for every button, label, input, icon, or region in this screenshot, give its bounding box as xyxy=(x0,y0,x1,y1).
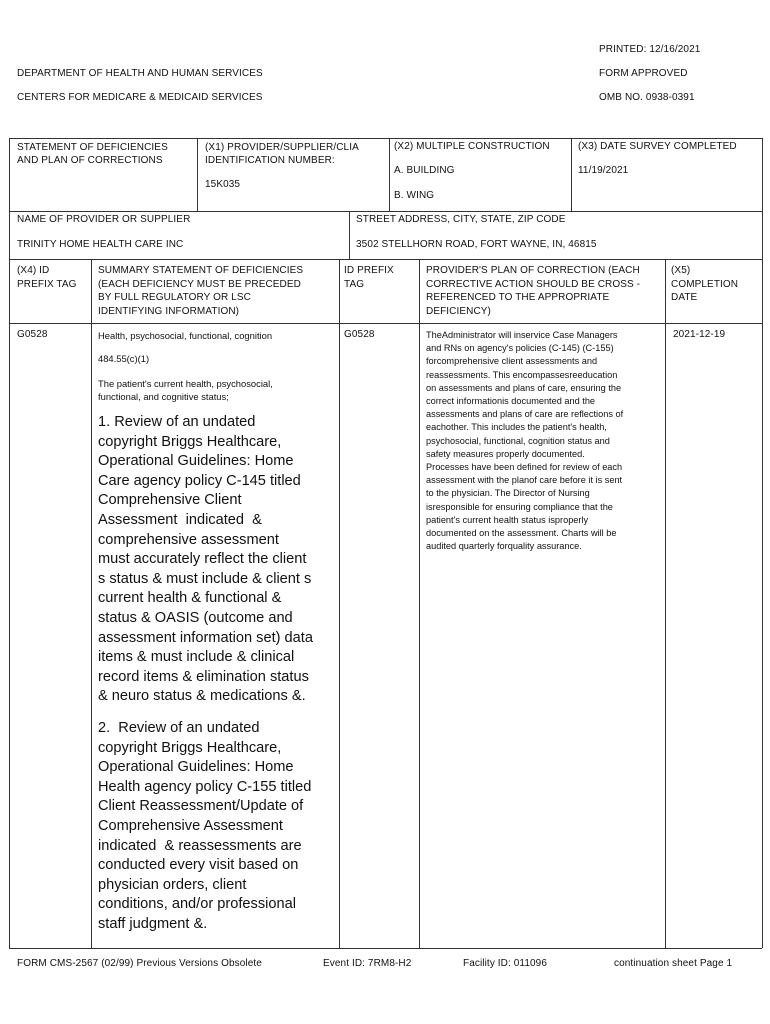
row2-divider xyxy=(349,211,350,259)
finding-1: 1. Review of an undated copyright Briggs Healthcare, Operational Guidelines: Home Care agency policy C-145 titled Comprehensive Client Assessment indicated & comprehensive assessment must accurately reflect the client s status & must include & client s current health & functional & status & OASIS (outcome and assessment information set) data items & must include & clinical record items & elimination status & neuro status & medications &. xyxy=(98,414,313,705)
header-row-bottom-border xyxy=(9,323,762,324)
col-divider-summary xyxy=(339,259,340,948)
x3-value: 11/19/2021 xyxy=(578,165,629,176)
address-value: 3502 STELLHORN ROAD, FORT WAYNE, IN, 46815 xyxy=(356,239,597,250)
printed-date: PRINTED: 12/16/2021 xyxy=(599,44,701,55)
entry-tag: G0528 xyxy=(17,329,48,340)
col-divider-plan xyxy=(665,259,666,948)
col-header-id-prefix: ID PREFIX TAG xyxy=(344,265,394,290)
x2-label: (X2) MULTIPLE CONSTRUCTION xyxy=(394,141,550,152)
footer-form: FORM CMS-2567 (02/99) Previous Versions Obsolete xyxy=(17,958,262,969)
department-name: DEPARTMENT OF HEALTH AND HUMAN SERVICES xyxy=(17,68,263,79)
table-right-border xyxy=(762,138,763,948)
col-divider-x4 xyxy=(91,259,92,948)
table-left-border xyxy=(9,138,10,948)
provider-label: NAME OF PROVIDER OR SUPPLIER xyxy=(17,214,191,225)
row2-bottom-border xyxy=(9,259,762,260)
omb-number: OMB NO. 0938-0391 xyxy=(599,92,695,103)
col-header-summary: SUMMARY STATEMENT OF DEFICIENCIES (EACH DEFICIENCY MUST BE PRECEDED BY FULL REGULATORY OR LSC IDENTIFYING INFORMATION) xyxy=(98,265,304,317)
centers-name: CENTERS FOR MEDICARE & MEDICAID SERVICES xyxy=(17,92,263,103)
summary-line-2: 484.55(c)(1) xyxy=(98,353,150,364)
footer-facility-id: Facility ID: 011096 xyxy=(463,958,547,969)
col-header-x4: (X4) ID PREFIX TAG xyxy=(17,265,77,290)
row1-divider-1 xyxy=(197,138,198,211)
table-bottom-border xyxy=(9,948,762,949)
summary-line-1: Health, psychosocial, functional, cognition xyxy=(98,330,273,341)
finding-2: 2. Review of an undated copyright Briggs Healthcare, Operational Guidelines: Home Health agency policy C-155 titled Client Reassessment/Update of Comprehensive Assessment indicated & reassessments are conducted every visit based on physician orders, client conditions, and/or professional staff judgment &. xyxy=(98,720,312,932)
provider-value: TRINITY HOME HEALTH CARE INC xyxy=(17,239,184,250)
statement-label: STATEMENT OF DEFICIENCIES AND PLAN OF CORRECTIONS xyxy=(17,142,168,166)
x2-building: A. BUILDING xyxy=(394,165,455,176)
col-header-x5: (X5) COMPLETION DATE xyxy=(671,265,739,303)
footer-page: continuation sheet Page 1 xyxy=(614,958,733,969)
row1-bottom-border xyxy=(9,211,762,212)
x1-value: 15K035 xyxy=(205,179,241,190)
plan-of-correction: TheAdministrator will inservice Case Managers and RNs on agency's policies (C-145) (C-155) forcomprehensive client assessments and reassessments. This encompassesreeducation on assessments and plans of care, ensuring the correct informationis documented and the assessments and plans of care are reflections of eachother. This includes the patient's health, psychosocial, functional, cognition status and safety measures properly documented. Processes have been defined for review of each assessment with the planof care before it is sent to the physician. The Director of Nursing isresponsible for ensuring compliance that the patient's current health status isproperly documented on the assessment. Charts will be audited quarterly forquality assurance. xyxy=(426,330,624,552)
x3-label: (X3) DATE SURVEY COMPLETED xyxy=(578,141,737,152)
address-label: STREET ADDRESS, CITY, STATE, ZIP CODE xyxy=(356,214,566,225)
col-divider-id-prefix xyxy=(419,259,420,948)
table-top-border xyxy=(9,138,762,139)
form-approved: FORM APPROVED xyxy=(599,68,688,79)
col-header-plan: PROVIDER'S PLAN OF CORRECTION (EACH CORRECTIVE ACTION SHOULD BE CROSS - REFERENCED TO THE APPROPRIATE DEFICIENCY) xyxy=(426,265,641,317)
footer-event-id: Event ID: 7RM8-H2 xyxy=(323,958,412,969)
x1-label: (X1) PROVIDER/SUPPLIER/CLIA IDENTIFICATION NUMBER: xyxy=(205,142,359,166)
completion-date: 2021-12-19 xyxy=(673,329,726,340)
row1-divider-3 xyxy=(571,138,572,211)
x2-wing: B. WING xyxy=(394,190,435,201)
entry-id-tag: G0528 xyxy=(344,329,375,340)
row1-divider-2 xyxy=(389,138,390,211)
summary-line-3: The patient's current health, psychosocial, functional, and cognitive status; xyxy=(98,378,273,403)
